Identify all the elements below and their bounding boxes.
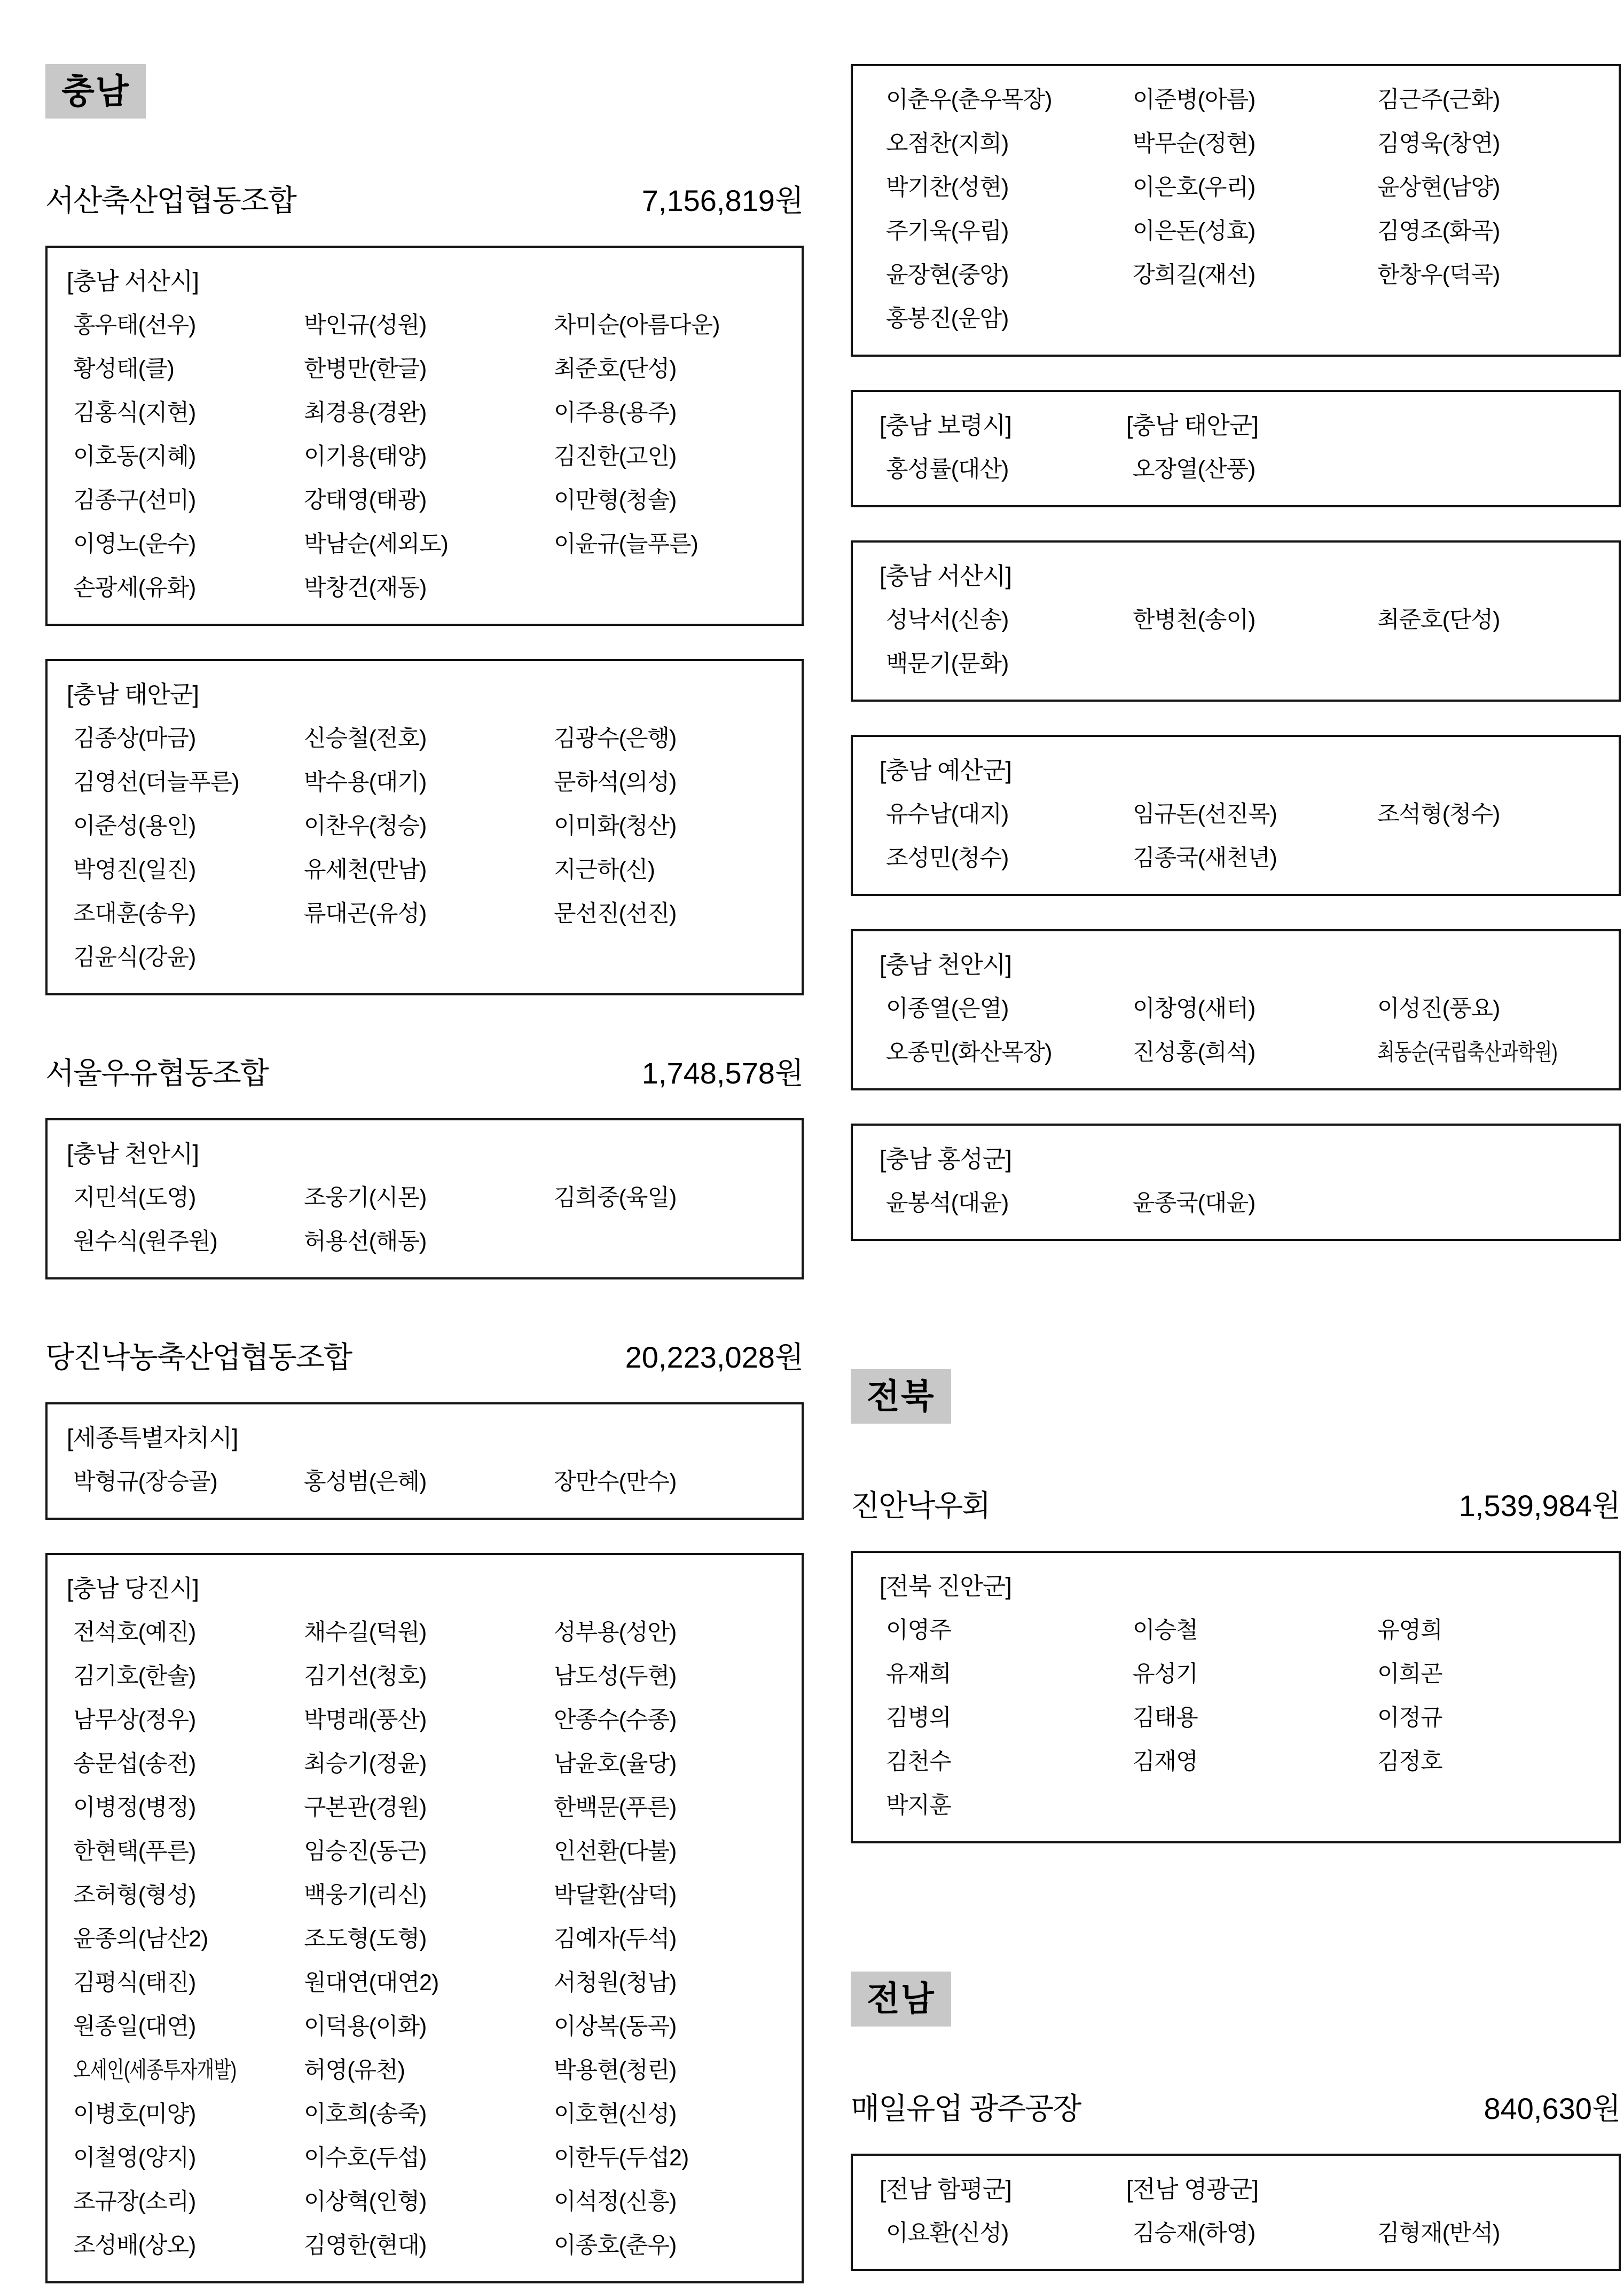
donor-name: 김영조(화곡) <box>1377 218 1500 244</box>
region-badge: 충남 <box>45 64 146 119</box>
donor-name: 박수용(대기) <box>304 769 427 796</box>
donor-name: 김종구(선미) <box>73 488 196 514</box>
donor-name: 이호현(신성) <box>554 2101 677 2127</box>
donor-box <box>851 1551 1621 1843</box>
donor-name: 이미화(청산) <box>554 813 677 839</box>
donor-box <box>851 1124 1621 1241</box>
donor-name: 유세천(만남) <box>304 857 427 883</box>
region-header: [충남 태안군] <box>1126 412 1258 439</box>
org-title-row <box>851 1488 1621 1524</box>
donor-row <box>73 2048 796 2092</box>
donor-name: 성부용(성안) <box>554 1620 677 1646</box>
org-amount: 1,748,578원 <box>641 1056 804 1090</box>
donor-name: 성낙서(신송) <box>886 607 1009 633</box>
donor-name: 이윤규(늘푸른) <box>554 531 698 557</box>
donor-row <box>886 836 1613 880</box>
donor-name: 임승진(동근) <box>304 1839 427 1865</box>
org-name: 서울우유협동조합 <box>45 1056 268 1090</box>
region-header: [충남 천안시] <box>67 1140 199 1168</box>
donor-box <box>851 540 1621 702</box>
column-right <box>851 0 1621 2271</box>
donor-row <box>886 1608 1613 1652</box>
donor-box <box>851 929 1621 1090</box>
donor-name: 김병의 <box>886 1705 951 1731</box>
donor-name: 안종수(수종) <box>554 1707 677 1733</box>
donor-row <box>73 566 796 610</box>
donor-name: 한창우(덕곡) <box>1377 262 1500 288</box>
donor-row <box>73 2092 796 2136</box>
donor-name: 박영진(일진) <box>73 857 196 883</box>
donor-name: 박명래(풍산) <box>304 1707 427 1733</box>
donor-box <box>45 1118 804 1279</box>
donor-row <box>886 297 1613 341</box>
org-name: 매일유업 광주공장 <box>851 2091 1081 2125</box>
donor-name: 남무상(정우) <box>73 1707 196 1733</box>
donor-name: 박기찬(성현) <box>886 175 1009 200</box>
donor-box <box>45 1553 804 2283</box>
donor-name: 조규장(소리) <box>73 2189 196 2215</box>
donor-name: 김종상(마금) <box>73 726 196 752</box>
region-header-row <box>880 1137 1613 1181</box>
donor-name: 김윤식(강윤) <box>73 945 196 971</box>
donor-name: 조허형(형성) <box>73 1882 196 1909</box>
donor-name: 오점찬(지희) <box>886 131 1009 156</box>
org-amount: 1,539,984원 <box>1458 1489 1621 1523</box>
donor-name: 최동순(국립축산과학원) <box>1377 1040 1557 1065</box>
donor-name: 김진한(고인) <box>554 444 677 470</box>
donor-name: 최경용(경완) <box>304 400 427 426</box>
donor-name: 김정호 <box>1377 1749 1442 1775</box>
donor-name: 원수식(원주원) <box>73 1229 217 1255</box>
donor-name: 김예자(두석) <box>554 1926 677 1952</box>
donor-name: 황성태(클) <box>73 356 174 382</box>
donor-name: 조대훈(송우) <box>73 901 196 927</box>
donor-name: 이영노(운수) <box>73 531 196 557</box>
donor-name: 박형규(장승골) <box>73 1469 217 1495</box>
donor-name: 이정규 <box>1377 1705 1442 1731</box>
donor-name: 김영선(더늘푸른) <box>73 769 239 796</box>
donor-name: 김희중(육일) <box>554 1185 677 1211</box>
donor-box <box>851 390 1621 507</box>
column-left <box>45 0 804 2283</box>
donor-row <box>73 2136 796 2180</box>
region-header: [충남 홍성군] <box>880 1145 1011 1173</box>
donor-row <box>886 1784 1613 1827</box>
region-badge: 전북 <box>851 1369 951 1424</box>
region-header: [충남 천안시] <box>880 951 1011 978</box>
donor-name: 송문섭(송전) <box>73 1751 196 1777</box>
donor-row <box>886 642 1613 686</box>
donor-name: 김종국(새천년) <box>1133 845 1277 871</box>
donor-name: 인선환(다불) <box>554 1839 677 1865</box>
donor-name: 강태영(태광) <box>304 488 427 514</box>
donor-name: 김홍식(지현) <box>73 400 196 426</box>
region-badge: 전남 <box>851 1972 951 2026</box>
donor-name: 최준호(단성) <box>1377 607 1500 633</box>
donor-name: 조성배(상오) <box>73 2233 196 2259</box>
donor-name: 서청원(청남) <box>554 1970 677 1996</box>
donor-name: 이병호(미양) <box>73 2101 196 2127</box>
donor-row <box>73 478 796 522</box>
donor-row <box>73 1611 796 1654</box>
donor-row <box>886 1740 1613 1784</box>
donor-name: 윤상현(남양) <box>1377 175 1500 200</box>
donor-row <box>73 1220 796 1263</box>
donor-name: 이영주 <box>886 1617 951 1644</box>
donor-name: 이만형(청솔) <box>554 488 677 514</box>
donor-name: 김기선(청호) <box>304 1663 427 1690</box>
org-title-row <box>851 2091 1621 2127</box>
org-title-row <box>45 1339 804 1376</box>
donor-name: 전석호(예진) <box>73 1620 196 1646</box>
donor-name: 박달환(삼덕) <box>554 1882 677 1909</box>
donor-name: 한병만(한글) <box>304 356 427 382</box>
donor-name: 최승기(정윤) <box>304 1751 427 1777</box>
donor-name: 남도성(두현) <box>554 1663 677 1690</box>
donor-name: 이종열(은열) <box>886 996 1009 1022</box>
donor-row <box>886 987 1613 1031</box>
donor-name: 김근주(근화) <box>1377 87 1500 113</box>
region-header: [전남 함평군] <box>880 2175 1011 2203</box>
donor-name: 최준호(단성) <box>554 356 677 382</box>
donor-name: 이희곤 <box>1377 1661 1442 1687</box>
donor-row <box>886 209 1613 253</box>
donor-name: 김영한(현대) <box>304 2233 427 2259</box>
donor-row <box>73 2180 796 2224</box>
donor-name: 강희길(재선) <box>1133 262 1256 288</box>
donor-name: 이은돈(성효) <box>1133 218 1256 244</box>
region-header: [전북 진안군] <box>880 1573 1011 1600</box>
donor-name: 이덕용(이화) <box>304 2014 427 2040</box>
donor-name: 백웅기(리신) <box>304 1882 427 1909</box>
donor-name: 백문기(문화) <box>886 651 1009 677</box>
donor-row <box>73 1917 796 1961</box>
donor-name: 유영희 <box>1377 1617 1442 1644</box>
donor-name: 조석형(청수) <box>1377 802 1500 827</box>
donor-name: 홍우태(선우) <box>73 312 196 339</box>
donor-name: 홍성률(대산) <box>886 457 1009 482</box>
donor-row <box>886 2211 1613 2255</box>
donor-row <box>886 598 1613 642</box>
org-name: 서산축산업협동조합 <box>45 184 296 218</box>
donor-row <box>73 1654 796 1698</box>
donor-name: 원종일(대연) <box>73 2014 196 2040</box>
donor-name: 허용선(해동) <box>304 1229 427 1255</box>
donor-name: 이주용(용주) <box>554 400 677 426</box>
region-header: [충남 보령시] <box>880 412 1011 439</box>
donor-row <box>73 892 796 936</box>
region-header: [충남 태안군] <box>67 681 199 709</box>
region-header: [전남 영광군] <box>1126 2175 1258 2203</box>
region-header: [충남 서산시] <box>880 562 1011 590</box>
donor-name: 류대곤(유성) <box>304 901 427 927</box>
donor-box <box>851 64 1621 357</box>
donor-row <box>73 1961 796 2005</box>
org-amount: 7,156,819원 <box>641 184 804 218</box>
donor-row <box>886 1652 1613 1696</box>
donor-name: 이상혁(인형) <box>304 2189 427 2215</box>
donor-row <box>73 2224 796 2267</box>
donor-row <box>73 435 796 478</box>
org-name: 당진낙농축산업협동조합 <box>45 1340 352 1375</box>
donor-name: 이호동(지혜) <box>73 444 196 470</box>
donor-row <box>73 936 796 979</box>
donor-name: 이준성(용인) <box>73 813 196 839</box>
donor-box <box>851 2154 1621 2271</box>
donor-name: 임규돈(선진목) <box>1133 802 1277 827</box>
donor-name: 차미순(아름다운) <box>554 312 720 339</box>
donor-row <box>73 2005 796 2048</box>
donor-name: 윤종의(남산2) <box>73 1926 208 1952</box>
donor-name: 문하석(의성) <box>554 769 677 796</box>
donor-name: 지민석(도영) <box>73 1185 196 1211</box>
donor-row <box>886 1031 1613 1074</box>
org-title-row <box>45 1055 804 1092</box>
region-header-row <box>880 404 1613 447</box>
donor-name: 박무순(정현) <box>1133 131 1256 156</box>
donor-name: 이성진(풍요) <box>1377 996 1500 1022</box>
donor-name: 주기욱(우림) <box>886 218 1009 244</box>
donor-name: 박인규(성원) <box>304 312 427 339</box>
region-header: [충남 당진시] <box>67 1575 199 1603</box>
donor-name: 이창영(새터) <box>1133 996 1256 1022</box>
donor-row <box>73 1829 796 1873</box>
region-header-row <box>880 749 1613 792</box>
donor-name: 진성홍(희석) <box>1133 1040 1256 1065</box>
org-title-row <box>45 183 804 219</box>
donor-name: 김형재(반석) <box>1377 2220 1500 2246</box>
donor-name: 이기용(태양) <box>304 444 427 470</box>
donor-box <box>45 246 804 626</box>
org-amount: 20,223,028원 <box>625 1340 804 1375</box>
donor-name: 이병정(병정) <box>73 1795 196 1821</box>
donor-box <box>45 1402 804 1520</box>
donor-row <box>73 804 796 848</box>
donor-name: 오종민(화산목장) <box>886 1040 1052 1065</box>
donor-name: 한백문(푸른) <box>554 1795 677 1821</box>
donor-row <box>886 166 1613 209</box>
donor-row <box>73 1786 796 1829</box>
region-header-row <box>67 1132 796 1176</box>
donor-name: 김기호(한솔) <box>73 1663 196 1690</box>
donor-name: 홍봉진(운암) <box>886 306 1009 332</box>
donor-row <box>73 347 796 391</box>
donor-name: 장만수(만수) <box>554 1469 677 1495</box>
region-header-row <box>880 1565 1613 1608</box>
donor-name: 박창건(재동) <box>304 575 427 601</box>
donor-name: 이찬우(청승) <box>304 813 427 839</box>
donor-row <box>73 717 796 760</box>
region-header-row <box>880 2168 1613 2211</box>
donor-name: 김광수(은행) <box>554 726 677 752</box>
donor-name: 오세인(세종투자개발) <box>73 2058 237 2084</box>
donor-name: 남윤호(율당) <box>554 1751 677 1777</box>
donor-name: 이철영(양지) <box>73 2145 196 2171</box>
donor-name: 손광세(유화) <box>73 575 196 601</box>
donor-row <box>73 848 796 892</box>
donor-name: 허영(유천) <box>304 2058 405 2084</box>
donor-name: 유수남(대지) <box>886 802 1009 827</box>
donor-name: 홍성범(은혜) <box>304 1469 427 1495</box>
donor-row <box>73 1698 796 1742</box>
donor-row <box>73 760 796 804</box>
donor-name: 이상복(동곡) <box>554 2014 677 2040</box>
region-header-row <box>67 1416 796 1460</box>
donor-name: 이요환(신성) <box>886 2220 1009 2246</box>
donor-row <box>73 1460 796 1504</box>
donor-name: 박용현(청린) <box>554 2058 677 2084</box>
donor-row <box>73 1742 796 1786</box>
donor-name: 윤장현(중앙) <box>886 262 1009 288</box>
donor-name: 윤봉석(대윤) <box>886 1190 1009 1216</box>
donor-name: 채수길(덕원) <box>304 1620 427 1646</box>
donor-name: 김평식(태진) <box>73 1970 196 1996</box>
donor-name: 이은호(우리) <box>1133 175 1256 200</box>
donor-name: 신승철(전호) <box>304 726 427 752</box>
region-header-row <box>880 943 1613 987</box>
donor-name: 박지훈 <box>886 1793 951 1819</box>
donor-row <box>73 522 796 566</box>
donor-name: 이종호(춘우) <box>554 2233 677 2259</box>
donor-name: 조도형(도형) <box>304 1926 427 1952</box>
donor-box <box>45 659 804 995</box>
donor-name: 윤종국(대윤) <box>1133 1190 1256 1216</box>
donor-row <box>73 303 796 347</box>
region-header: [세종특별자치시] <box>67 1424 238 1452</box>
donor-row <box>73 1176 796 1220</box>
donor-name: 이수호(두섭) <box>304 2145 427 2171</box>
donor-name: 이준병(아름) <box>1133 87 1256 113</box>
region-header-row <box>67 673 796 717</box>
org-name: 진안낙우회 <box>851 1489 990 1523</box>
donor-name: 원대연(대연2) <box>304 1970 439 1996</box>
donor-row <box>886 1696 1613 1740</box>
donor-row <box>886 78 1613 122</box>
donor-name: 김승재(하영) <box>1133 2220 1256 2246</box>
donor-name: 한병천(송이) <box>1133 607 1256 633</box>
donor-row <box>73 1873 796 1917</box>
region-header: [충남 예산군] <box>880 757 1011 784</box>
region-header-row <box>880 554 1613 598</box>
donor-name: 이승철 <box>1133 1617 1198 1644</box>
donor-name: 문선진(선진) <box>554 901 677 927</box>
donor-row <box>886 792 1613 836</box>
donor-name: 김영욱(창연) <box>1377 131 1500 156</box>
donor-name: 한현택(푸른) <box>73 1839 196 1865</box>
donor-name: 조웅기(시몬) <box>304 1185 427 1211</box>
donor-row <box>73 391 796 435</box>
donor-name: 이한두(두섭2) <box>554 2145 689 2171</box>
donor-name: 이석정(신흥) <box>554 2189 677 2215</box>
donor-name: 이호희(송죽) <box>304 2101 427 2127</box>
donor-name: 김재영 <box>1133 1749 1198 1775</box>
donor-name: 이춘우(춘우목장) <box>886 87 1052 113</box>
donor-name: 구본관(경원) <box>304 1795 427 1821</box>
donor-row <box>886 447 1613 491</box>
region-header-row <box>67 1567 796 1611</box>
donor-name: 박남순(세외도) <box>304 531 448 557</box>
org-amount: 840,630원 <box>1484 2091 1621 2125</box>
donor-name: 유성기 <box>1133 1661 1198 1687</box>
region-header: [충남 서산시] <box>67 268 199 295</box>
donor-name: 김천수 <box>886 1749 951 1775</box>
region-header-row <box>67 260 796 303</box>
donor-name: 유재희 <box>886 1661 951 1687</box>
donor-row <box>886 1181 1613 1225</box>
donor-name: 김태용 <box>1133 1705 1198 1731</box>
donor-row <box>886 122 1613 166</box>
donor-box <box>851 735 1621 896</box>
donor-name: 조성민(청수) <box>886 845 1009 871</box>
donor-name: 지근하(신) <box>554 857 655 883</box>
donor-name: 오장열(산풍) <box>1133 457 1256 482</box>
donor-row <box>886 253 1613 297</box>
